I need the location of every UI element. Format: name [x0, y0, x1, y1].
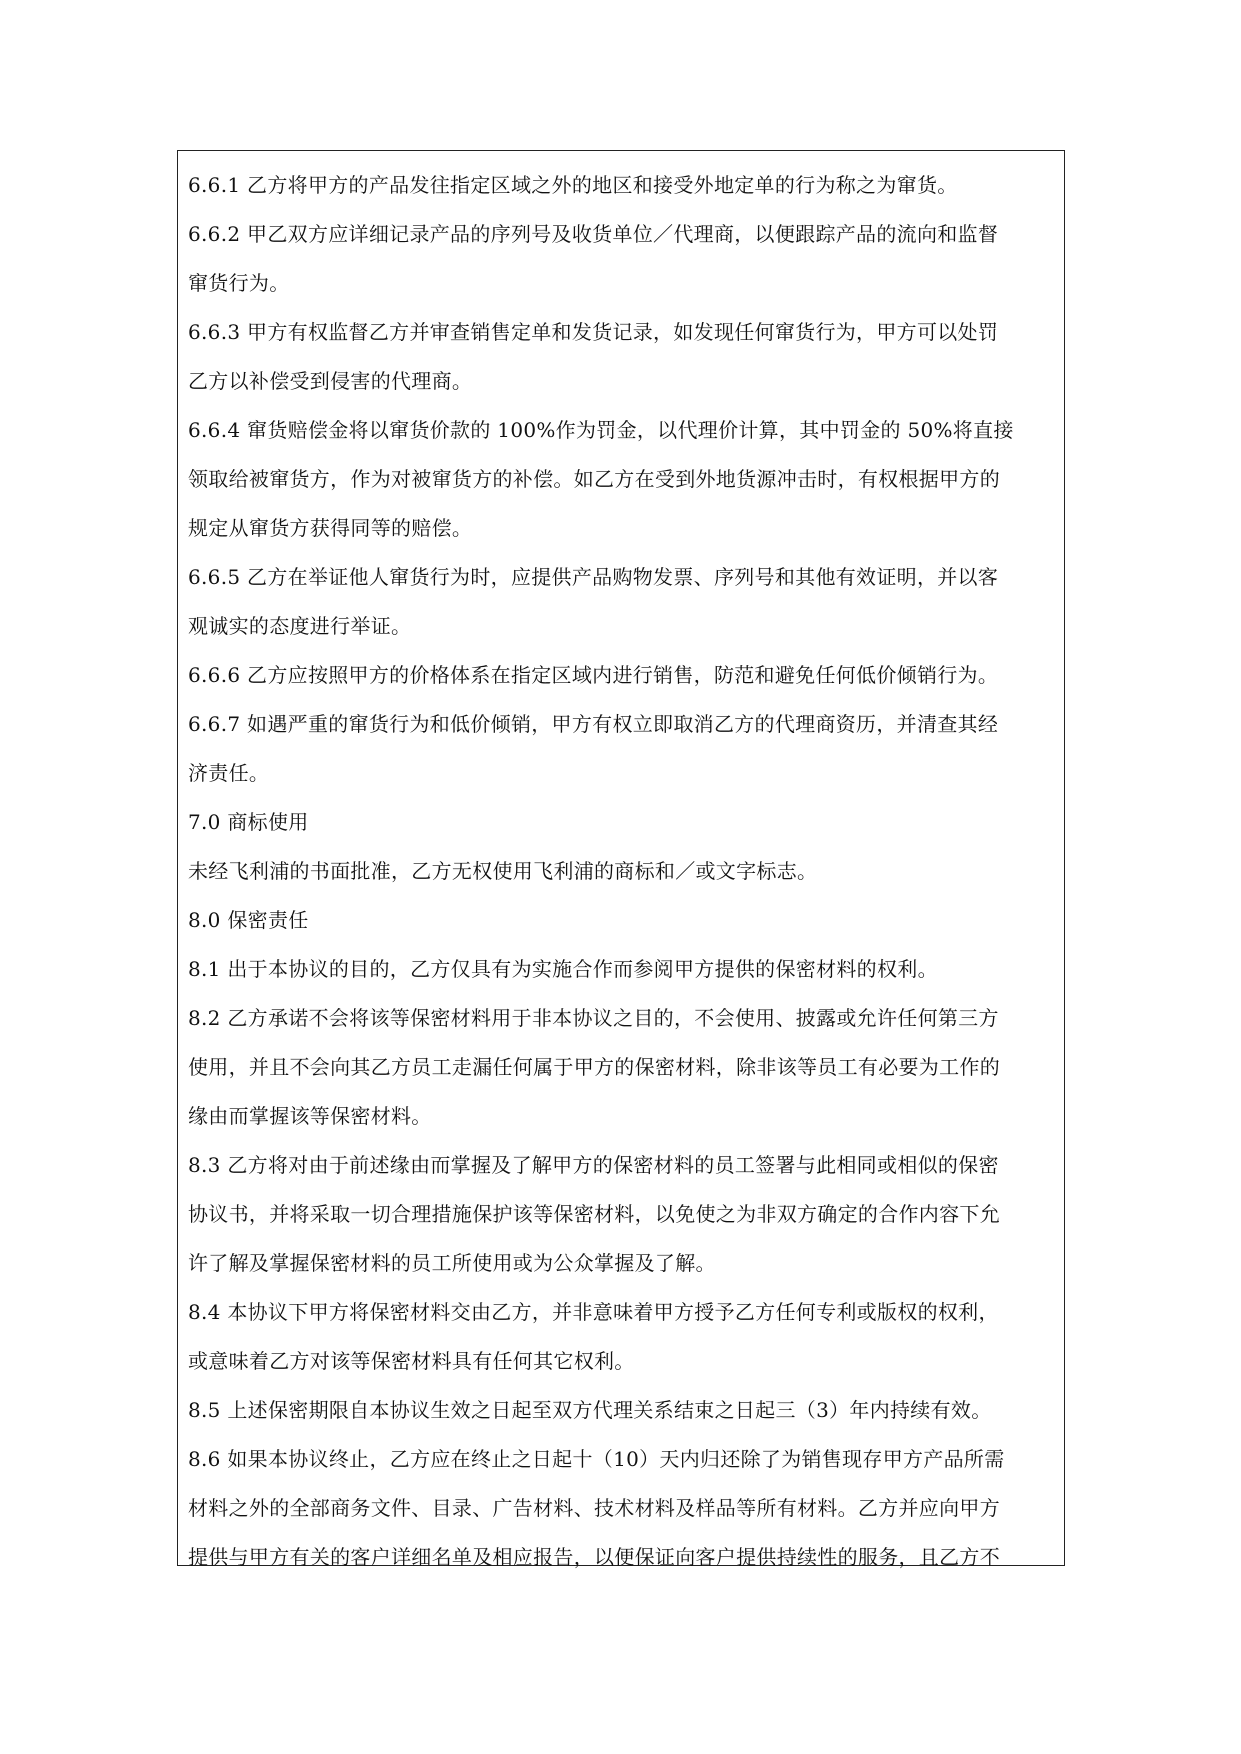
text-line: 缘由而掌握该等保密材料。 — [188, 1104, 432, 1128]
text-line: 或意味着乙方对该等保密材料具有任何其它权利。 — [188, 1349, 635, 1373]
section-heading: 8.0 保密责任 — [188, 908, 309, 932]
contract-text-box — [177, 150, 1065, 1569]
text-line: 窜货行为。 — [188, 271, 290, 295]
text-line: 使用，并且不会向其乙方员工走漏任何属于甲方的保密材料，除非该等员工有必要为工作的 — [188, 1055, 1000, 1079]
text-line: 6.6.6 乙方应按照甲方的价格体系在指定区域内进行销售，防范和避免任何低价倾销行为。 — [188, 663, 999, 687]
section-heading: 7.0 商标使用 — [188, 810, 309, 834]
text-line: 8.5 上述保密期限自本协议生效之日起至双方代理关系结束之日起三（3）年内持续有效。 — [188, 1398, 992, 1422]
text-line: 领取给被窜货方，作为对被窜货方的补偿。如乙方在受到外地货源冲击时，有权根据甲方的 — [188, 467, 1000, 491]
text-line: 提供与甲方有关的客户详细名单及相应报告，以便保证向客户提供持续性的服务，且乙方不 — [188, 1545, 1000, 1569]
text-line: 许了解及掌握保密材料的员工所使用或为公众掌握及了解。 — [188, 1251, 716, 1275]
text-line: 8.6 如果本协议终止，乙方应在终止之日起十（10）天内归还除了为销售现存甲方产品所需 — [188, 1447, 1005, 1471]
text-line: 6.6.3 甲方有权监督乙方并审查销售定单和发货记录，如发现任何窜货行为，甲方可以处罚 — [188, 320, 999, 344]
text-line: 乙方以补偿受到侵害的代理商。 — [188, 369, 473, 393]
text-line: 8.2 乙方承诺不会将该等保密材料用于非本协议之目的，不会使用、披露或允许任何第三方 — [188, 1006, 999, 1030]
text-line: 观诚实的态度进行举证。 — [188, 614, 412, 638]
text-line: 未经飞利浦的书面批准，乙方无权使用飞利浦的商标和／或文字标志。 — [188, 859, 818, 883]
text-line: 材料之外的全部商务文件、目录、广告材料、技术材料及样品等所有材料。乙方并应向甲方 — [188, 1496, 1000, 1520]
text-line: 6.6.1 乙方将甲方的产品发往指定区域之外的地区和接受外地定单的行为称之为窜货。 — [188, 173, 958, 197]
text-line: 规定从窜货方获得同等的赔偿。 — [188, 516, 473, 540]
text-line: 8.3 乙方将对由于前述缘由而掌握及了解甲方的保密材料的员工签署与此相同或相似的保密 — [188, 1153, 999, 1177]
text-line: 8.1 出于本协议的目的，乙方仅具有为实施合作而参阅甲方提供的保密材料的权利。 — [188, 957, 938, 981]
text-line: 6.6.4 窜货赔偿金将以窜货价款的 100%作为罚金，以代理价计算，其中罚金的 50%将直接 — [188, 418, 1014, 442]
text-line: 济责任。 — [188, 761, 270, 785]
text-line: 8.4 本协议下甲方将保密材料交由乙方，并非意味着甲方授予乙方任何专利或版权的权利， — [188, 1300, 999, 1324]
text-line: 6.6.2 甲乙双方应详细记录产品的序列号及收货单位／代理商，以便跟踪产品的流向和监督 — [188, 222, 999, 246]
text-line: 6.6.7 如遇严重的窜货行为和低价倾销，甲方有权立即取消乙方的代理商资历，并清查其经 — [188, 712, 999, 736]
text-line: 协议书，并将采取一切合理措施保护该等保密材料，以免使之为非双方确定的合作内容下允 — [188, 1202, 1000, 1226]
text-line: 6.6.5 乙方在举证他人窜货行为时，应提供产品购物发票、序列号和其他有效证明，并以客 — [188, 565, 999, 589]
